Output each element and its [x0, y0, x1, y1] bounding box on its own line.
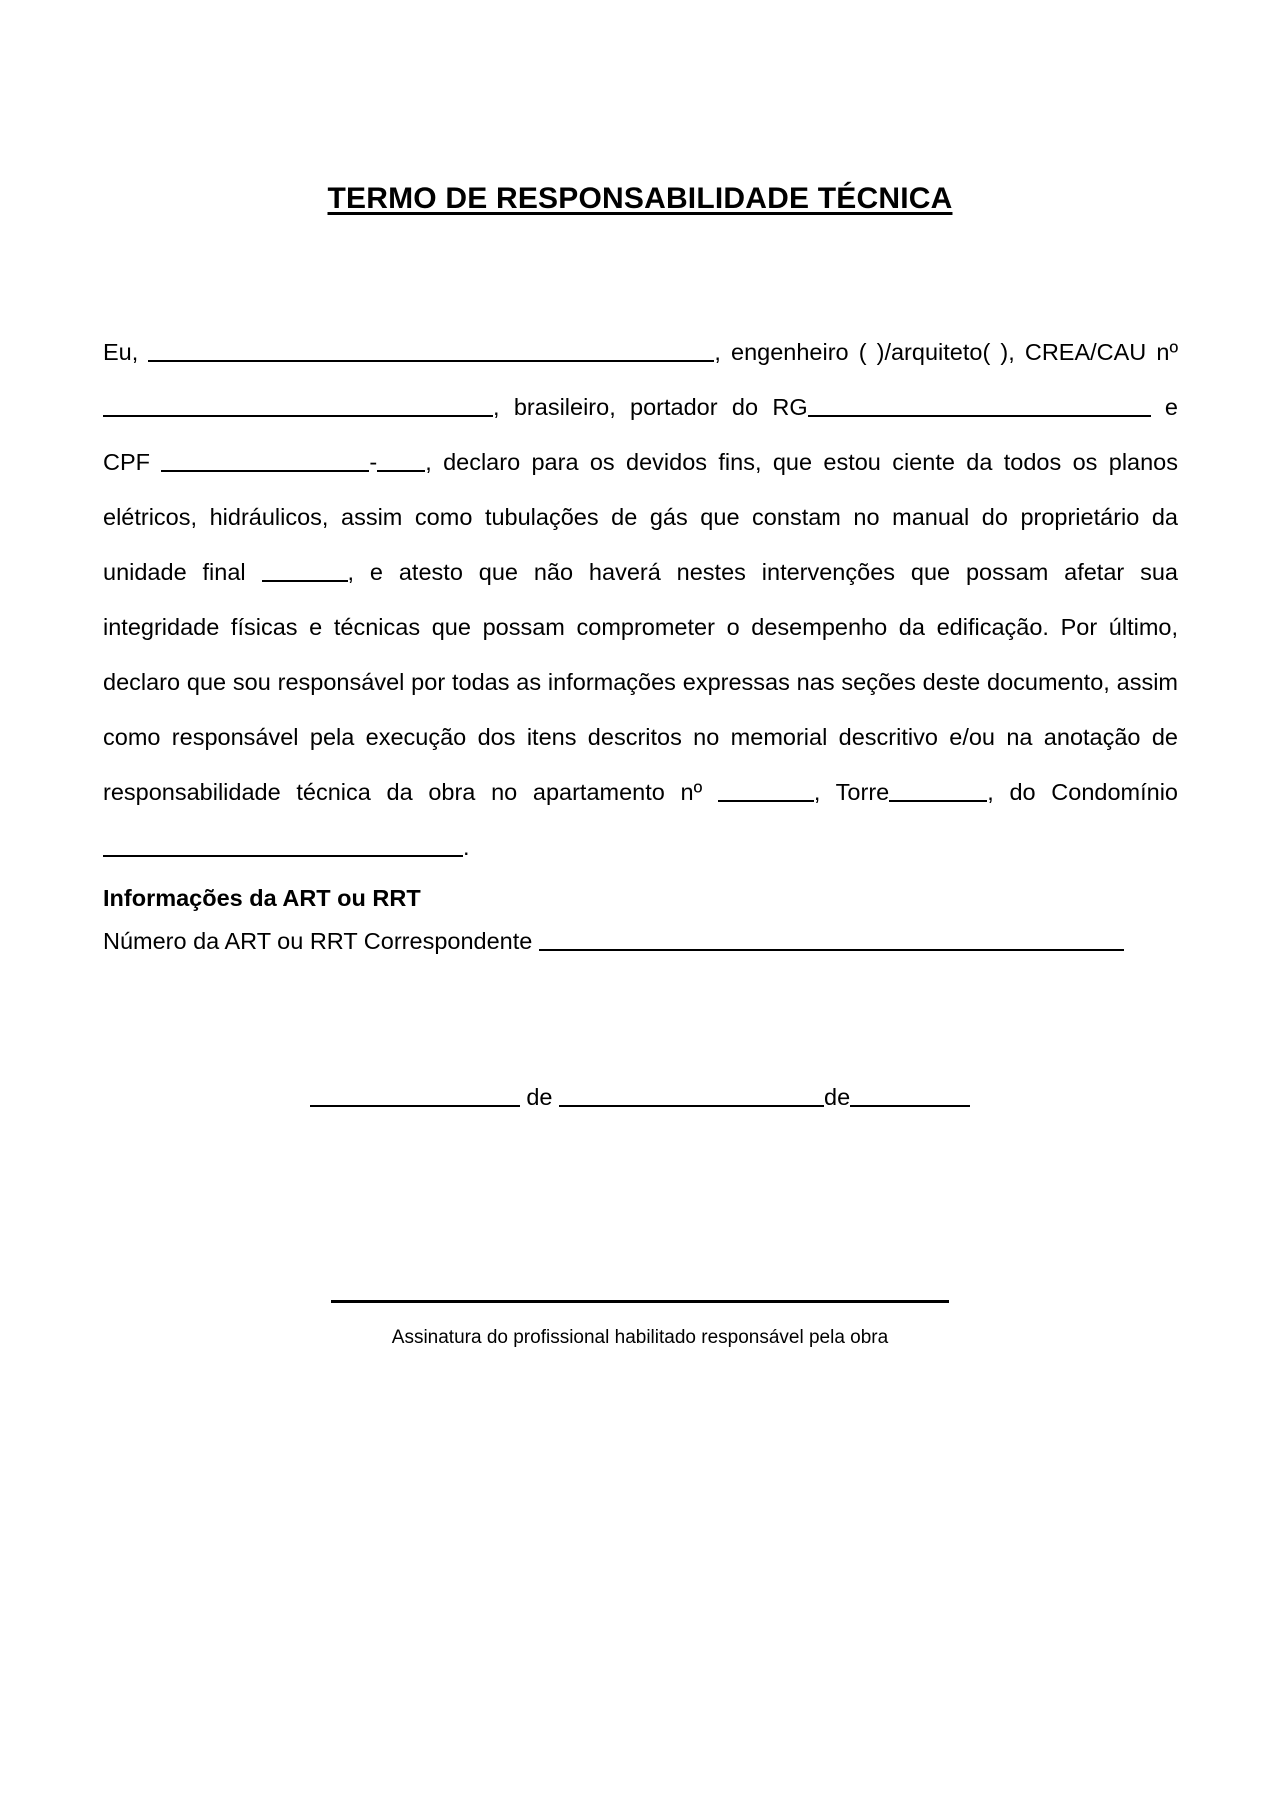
label-rg: RG: [772, 394, 808, 420]
label-torre: , Torre: [813, 779, 890, 805]
label-eu: Eu,: [103, 339, 139, 365]
label-de-first: de: [526, 1084, 553, 1110]
label-e-cpf: e CPF: [103, 394, 1178, 475]
field-cpf-digito[interactable]: [377, 450, 425, 472]
page-title-container: [0, 182, 1280, 217]
label-condominio: , do Condomínio: [987, 779, 1178, 805]
label-engenheiro-arquiteto: , engenheiro ( )/arquiteto( ),: [714, 339, 1015, 365]
field-date-month[interactable]: [559, 1085, 824, 1107]
field-unidade-final[interactable]: [262, 560, 348, 582]
field-condominio-nome[interactable]: [103, 835, 463, 857]
signature-section: [0, 1300, 1280, 1351]
field-torre[interactable]: [889, 780, 987, 802]
signature-caption: Assinatura do profissional habilitado responsável pela obra: [391, 1327, 889, 1348]
declaration-body: [103, 325, 1178, 875]
page-title: TERMO DE RESPONSABILIDADE TÉCNICA: [327, 182, 953, 215]
label-cpf-separator: -: [369, 449, 378, 475]
signature-rule[interactable]: [331, 1300, 949, 1303]
label-paragraph-end: .: [463, 834, 470, 860]
field-date-day[interactable]: [310, 1085, 520, 1107]
field-crea-cau-numero[interactable]: [103, 395, 493, 417]
field-rg[interactable]: [808, 395, 1151, 417]
label-declaro-ciente: , declaro para os devidos fins, que estou ciente da todos os planos elétricos, hidráulicos, assim como tubulações de gás que constam no manual do proprietário da unidade final: [103, 449, 1179, 585]
label-atesto: , e atesto que não haverá nestes intervenções que possam afetar sua integridade físicas e técnicas que possam comprometer o desempenho da edificação. Por último, declaro que sou responsável por todas as informações expressas nas seções deste documento, assim como responsável pela execução dos itens descritos no memorial descritivo e/ou na anotação de responsabilidade técnica da obra no apartamento nº: [103, 559, 1178, 805]
field-nome-profissional[interactable]: [148, 340, 714, 362]
label-de-second: de: [824, 1084, 851, 1110]
field-art-rrt-numero[interactable]: [539, 929, 1124, 951]
art-section-heading: Informações da ART ou RRT: [103, 885, 421, 911]
field-cpf[interactable]: [161, 450, 369, 472]
label-brasileiro-portador: , brasileiro, portador do: [493, 394, 759, 420]
field-apartamento-numero[interactable]: [718, 780, 814, 802]
declaration-paragraph: [103, 325, 1178, 875]
art-number-row: [103, 922, 1178, 960]
field-date-year[interactable]: [850, 1085, 970, 1107]
date-line: [0, 1078, 1280, 1116]
art-number-label: Número da ART ou RRT Correspondente: [103, 928, 533, 954]
art-rrt-section: [103, 878, 1178, 960]
label-crea-cau: CREA/CAU nº: [1024, 339, 1179, 365]
